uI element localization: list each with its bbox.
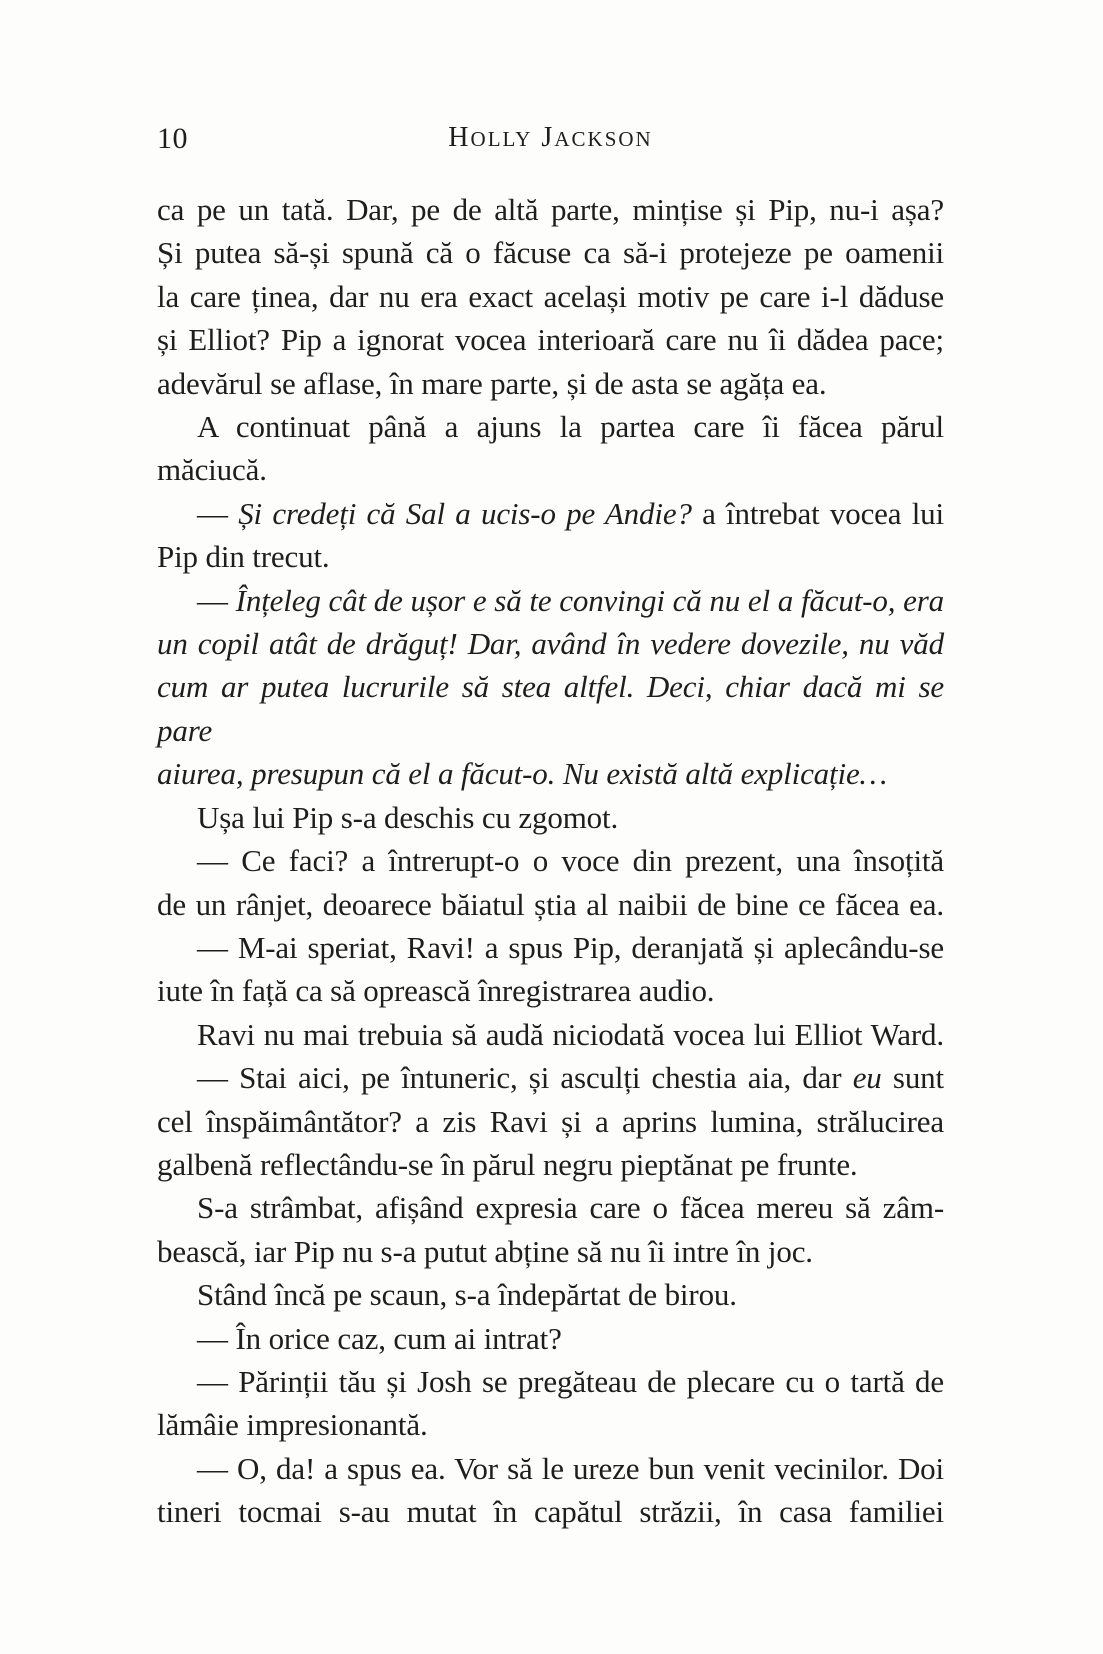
text-segment: la care ținea, dar nu era exact același motiv pe care i-l dăduse: [157, 278, 944, 314]
text-line: [157, 188, 944, 231]
italic-text: Și credeți că Sal a ucis-o pe Andie?: [238, 495, 692, 531]
header-letter: J: [541, 122, 555, 153]
text-line: [157, 1186, 944, 1229]
page-number: 10: [157, 122, 188, 155]
text-line: [157, 796, 944, 839]
running-header-row: [157, 121, 944, 161]
text-segment: tineri tocmai s-au mutat în capătul străzii, în casa familiei: [157, 1494, 944, 1530]
text-line: [157, 1013, 944, 1056]
text-segment: galbenă reflectându-se în părul negru pieptănat pe frunte.: [157, 1146, 858, 1182]
paragraph: [157, 1447, 944, 1534]
text-segment: lămâie impresionantă.: [157, 1407, 428, 1443]
header-letter: H: [448, 122, 471, 153]
italic-text: aiurea, presupun că el a făcut-o. Nu există altă explicație…: [157, 756, 887, 792]
text-line: [157, 579, 944, 622]
text-segment: sunt: [881, 1060, 944, 1096]
paragraph: [157, 492, 944, 579]
text-line: [157, 752, 944, 795]
text-segment: și Elliot? Pip a ignorat vocea interioară care nu îi dădea pace;: [157, 322, 944, 358]
text-segment: — În orice caz, cum ai intrat?: [197, 1320, 562, 1356]
text-segment: ca pe un tată. Dar, pe de altă parte, mințise și Pip, nu-i așa?: [157, 192, 944, 227]
text-segment: a întrebat vocea lui: [691, 495, 944, 531]
text-line: [157, 1490, 944, 1533]
text-line: [157, 969, 944, 1012]
paragraph: [157, 1186, 944, 1273]
text-line: [157, 1447, 944, 1490]
italic-text: Înțeleg cât de ușor e să te convingi că nu el a făcut-o, era: [235, 582, 945, 618]
text-segment: S-a strâmbat, afișând expresia care o făcea mereu să zâm-: [197, 1190, 944, 1226]
text-block: [157, 188, 944, 1534]
text-line: [157, 535, 944, 578]
text-segment: — Ce faci? a întrerupt-o o voce din prezent, una însoțită: [197, 843, 944, 879]
text-segment: — O, da! a spus ea. Vor să le ureze bun venit vecinilor. Doi: [197, 1450, 944, 1486]
text-segment: Ravi nu mai trebuia să audă niciodată vocea lui Elliot Ward.: [197, 1016, 944, 1052]
text-segment: —: [197, 495, 239, 531]
text-segment: Pip din trecut.: [157, 539, 330, 575]
text-segment: adevărul se aflase, în mare parte, și de asta se agăța ea.: [157, 365, 827, 401]
header-letter: A: [554, 127, 572, 151]
header-letter: L: [502, 127, 516, 151]
text-line: [157, 492, 944, 535]
paragraph: [157, 839, 944, 926]
text-line: [157, 665, 944, 752]
text-line: [157, 1230, 944, 1273]
text-segment: Și putea să-și spună că o făcuse ca să-i protejeze pe oamenii: [157, 235, 944, 271]
text-line: [157, 1056, 944, 1099]
header-letter: L: [487, 127, 503, 151]
paragraph: [157, 1273, 944, 1316]
paragraph: [157, 1360, 944, 1447]
header-letter: N: [635, 127, 653, 151]
text-segment: —: [197, 582, 236, 618]
header-letter: O: [618, 127, 636, 151]
running-header-title: [157, 121, 944, 156]
italic-text: cum ar putea lucrurile să stea altfel. Deci, chiar dacă mi se pare: [157, 669, 944, 748]
text-segment: măciucă.: [157, 452, 267, 488]
paragraph: [157, 579, 944, 796]
paragraph: [157, 1056, 944, 1186]
text-segment: — Stai aici, pe întuneric, și asculți chestia aia, dar: [197, 1060, 853, 1096]
text-segment: A continuat până a ajuns la partea care îi făcea părul: [197, 409, 944, 445]
text-line: [157, 318, 944, 361]
header-letter: K: [587, 127, 605, 151]
header-letter: Y: [515, 127, 533, 151]
text-line: [157, 1143, 944, 1186]
italic-text: un copil atât de drăguț! Dar, având în vedere dovezile, nu văd: [157, 626, 944, 662]
text-line: [157, 1360, 944, 1403]
text-segment: — M-ai speriat, Ravi! a spus Pip, deranjată și aplecându-se: [197, 929, 944, 965]
paragraph: [157, 405, 944, 492]
text-line: [157, 1317, 944, 1360]
text-segment: Ușa lui Pip s-a deschis cu zgomot.: [197, 799, 619, 835]
text-line: [157, 1100, 944, 1143]
text-segment: Stând încă pe scaun, s-a îndepărtat de birou.: [197, 1277, 737, 1313]
paragraph: [157, 1317, 944, 1360]
paragraph: [157, 1013, 944, 1056]
text-segment: bească, iar Pip nu s-a putut abține să nu îi intre în joc.: [157, 1233, 813, 1269]
paragraph: [157, 796, 944, 839]
paragraph: [157, 926, 944, 1013]
header-letter: S: [604, 127, 619, 151]
text-line: [157, 926, 944, 969]
text-line: [157, 883, 944, 926]
text-segment: — Părinții tău și Josh se pregăteau de plecare cu o tartă de: [197, 1363, 944, 1399]
text-line: [157, 448, 944, 491]
paragraph: [157, 188, 944, 405]
text-line: [157, 1403, 944, 1446]
header-letter: C: [571, 127, 588, 151]
text-segment: cel înspăimântător? a zis Ravi și a aprins lumina, strălucirea: [157, 1103, 944, 1139]
italic-text: eu: [852, 1060, 882, 1096]
text-line: [157, 362, 944, 405]
text-segment: iute în față ca să oprească înregistrarea audio.: [157, 973, 715, 1009]
text-line: [157, 622, 944, 665]
text-line: [157, 231, 944, 274]
header-letter: O: [470, 127, 488, 151]
text-line: [157, 275, 944, 318]
text-line: [157, 405, 944, 448]
text-line: [157, 839, 944, 882]
text-line: [157, 1273, 944, 1316]
text-segment: de un rânjet, deoarece băiatul știa al naibii de bine ce făcea ea.: [157, 886, 944, 922]
